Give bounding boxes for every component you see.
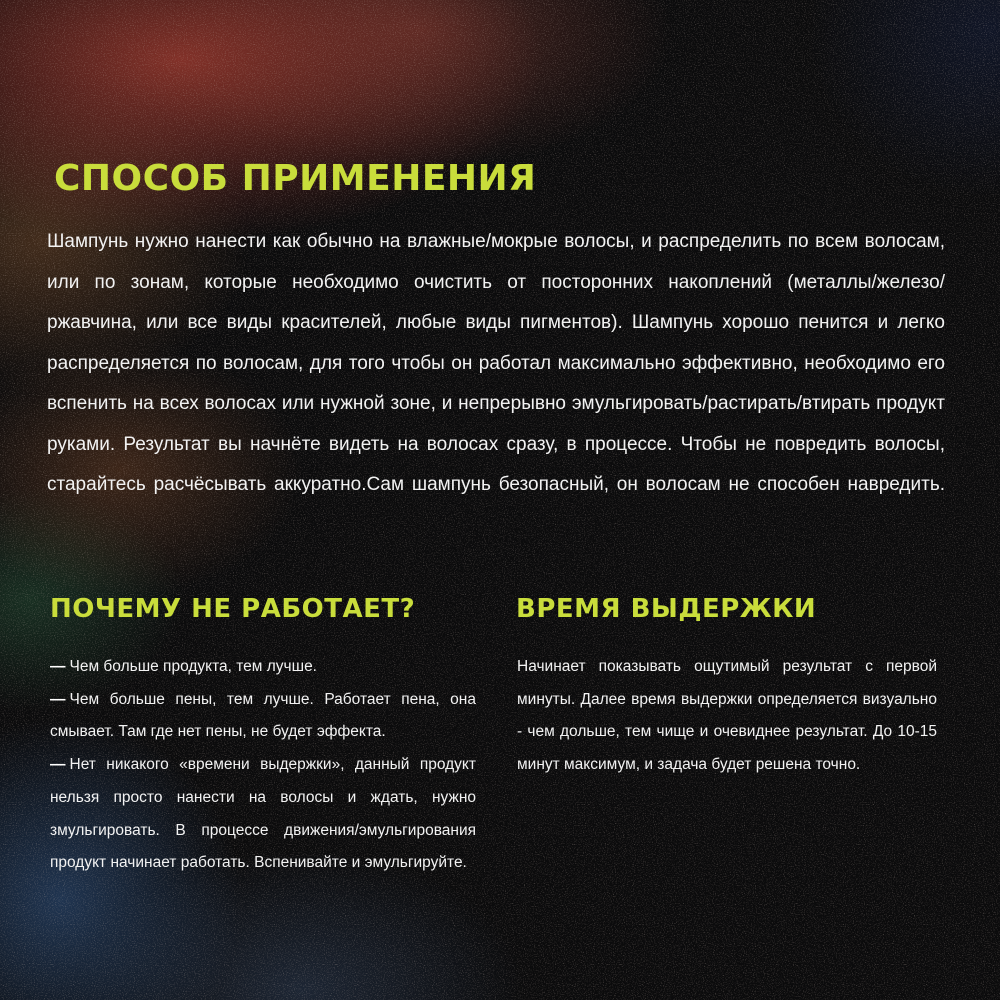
why-not-working-title: ПОЧЕМУ НЕ РАБОТАЕТ? [50, 594, 416, 624]
why-not-working-text [50, 651, 476, 880]
exposure-time-title: ВРЕМЯ ВЫДЕРЖКИ [516, 594, 817, 624]
dash-icon: — [50, 756, 66, 774]
why-item-1: Чем больше продукта, тем лучше. [69, 658, 317, 675]
exposure-time-text: Начинает показывать ощутимый результат с первой минуты. Далее время выдержки определяется визуально - чем дольше, тем чище и очевиднее результат. До 10-15 минут максимум, и задача будет решена точно. [517, 658, 937, 774]
dash-icon: — [50, 690, 66, 708]
why-item-3: Нет никакого «времени выдержки», данный продукт нельзя просто нанести на волосы и ждать, нужно змульгировать. В процессе движения/эмульгирования продукт начинает работать. Вспенивайте и эмульгируйте. [50, 756, 476, 872]
usage-text: Шампунь нужно нанести как обычно на влажные/мокрые волосы, и распределить по всем волосам, или по зонам, которые необходимо очистить от посторонних накоплений (металлы/железо/ржавчина, или все виды красителей, любые виды пигментов). Шампунь хорошо пенится и легко распределяется по волосам, для того чтобы он работал максимально эффективно, необходимо его вспенить на всех волосах или нужной зоне, и непрерывно эмульгировать/растирать/втирать продукт руками. Результат вы начнёте видеть на волосах сразу, в процессе. Чтобы не повредить волосы, старайтесь расчёсывать аккуратно.Сам шампунь безопасный, он волосам не способен навредить. [47, 231, 945, 495]
dash-icon: — [50, 658, 66, 675]
usage-title: СПОСОБ ПРИМЕНЕНИЯ [54, 158, 537, 199]
why-item-2: Чем больше пены, тем лучше. Работает пена, она смывает. Там где нет пены, не будет эффекта. [50, 690, 476, 741]
